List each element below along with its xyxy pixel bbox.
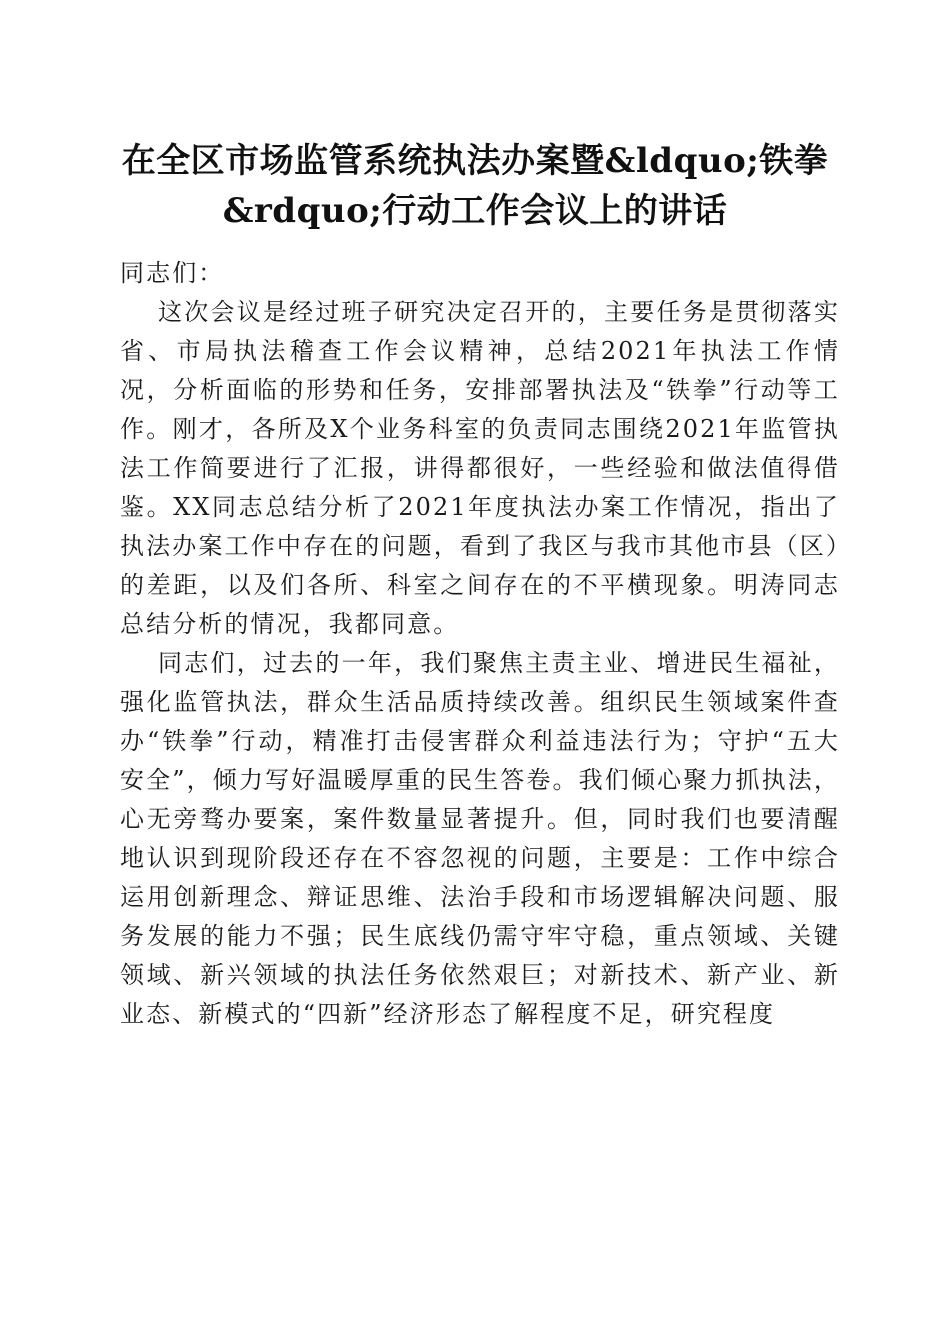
document-title: 在全区市场监管系统执法办案暨&ldquo;铁拳&rdquo;行动工作会议上的讲话 xyxy=(121,141,829,231)
document-body xyxy=(120,254,840,1034)
paragraph-1: 这次会议是经过班子研究决定召开的，主要任务是贯彻落实省、市局执法稽查工作会议精神，总结2021年执法工作情况，分析面临的形势和任务，安排部署执法及“铁拳”行动等工作。刚才，各所及X个业务科室的负责同志围绕2021年监管执法工作简要进行了汇报，讲得都很好，一些经验和做法值得借鉴。XX同志总结分析了2021年度执法办案工作情况，指出了执法办案工作中存在的问题，看到了我区与我市其他市县（区）的差距，以及们各所、科室之间存在的不平横现象。明涛同志总结分析的情况，我都同意。 xyxy=(120,298,840,638)
paragraph-2: 同志们，过去的一年，我们聚焦主责主业、增进民生福祉，强化监管执法，群众生活品质持续改善。组织民生领域案件查办“铁拳”行动，精准打击侵害群众利益违法行为；守护“五大安全”，倾力写好温暖厚重的民生答卷。我们倾心聚力抓执法，心无旁骛办要案，案件数量显著提升。但，同时我们也要清醒地认识到现阶段还存在不容忽视的问题，主要是：工作中综合运用创新理念、辩证思维、法治手段和市场逻辑解决问题、服务发展的能力不强；民生底线仍需守牢守稳，重点领域、关键领域、新兴领域的执法任务依然艰巨；对新技术、新产业、新业态、新模式的“四新”经济形态了解程度不足，研究程度 xyxy=(120,649,840,1028)
salutation: 同志们： xyxy=(120,259,225,287)
